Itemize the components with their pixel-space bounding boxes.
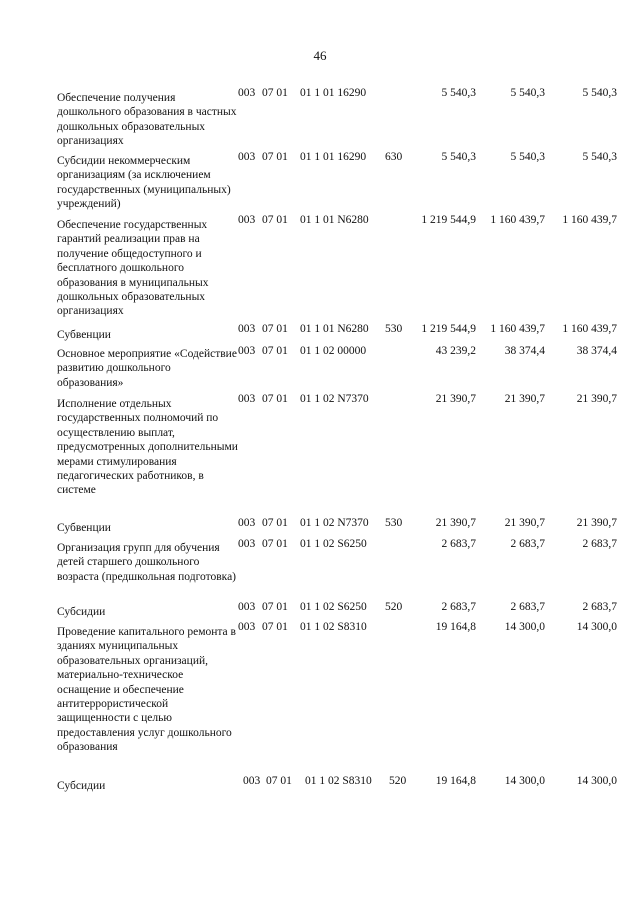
row-section-code: 07 01 (262, 323, 288, 335)
row-name: Субсидии некоммерческим организациям (за исключением государственных (муниципальных) учреждений) (57, 155, 231, 211)
row-target-code: 01 1 02 S8310 (300, 621, 367, 633)
row-section-code: 07 01 (266, 775, 292, 787)
row-sum-year-3: 5 540,3 (582, 151, 617, 163)
row-sum-year-1: 19 164,8 (435, 775, 476, 787)
row-sum-year-2: 1 160 439,7 (490, 323, 545, 335)
row-sum-year-2: 2 683,7 (510, 538, 545, 550)
row-gr-code: 003 (238, 151, 256, 163)
row-expense-type: 520 (389, 775, 407, 787)
row-target-code: 01 1 02 N7370 (300, 393, 369, 405)
row-sum-year-3: 38 374,4 (576, 345, 617, 357)
row-section-code: 07 01 (262, 214, 288, 226)
page-number: 46 (313, 48, 327, 63)
row-target-code: 01 1 02 N7370 (300, 517, 369, 529)
row-name: Обеспечение получения дошкольного образования в частных дошкольных образовательных организациях (57, 92, 237, 148)
row-sum-year-1: 1 219 544,9 (421, 323, 476, 335)
row-name: Организация групп для обучения детей старшего дошкольного возраста (предшкольная подготовка) (57, 542, 237, 583)
row-section-code: 07 01 (262, 87, 288, 99)
row-name: Исполнение отдельных государственных полномочий по осуществлению выплат, предусмотренных дополнительными мерами стимулирования педагогических работников, в системе (57, 398, 238, 497)
row-sum-year-3: 21 390,7 (576, 393, 617, 405)
row-name: Основное мероприятие «Содействие развитию дошкольного образования» (57, 348, 237, 389)
row-sum-year-3: 1 160 439,7 (562, 323, 617, 335)
row-gr-code: 003 (238, 87, 256, 99)
row-expense-type: 520 (385, 601, 403, 613)
row-sum-year-3: 14 300,0 (576, 775, 617, 787)
row-sum-year-2: 21 390,7 (504, 517, 545, 529)
row-sum-year-3: 2 683,7 (582, 601, 617, 613)
row-sum-year-2: 21 390,7 (504, 393, 545, 405)
row-name: Субсидии (57, 606, 106, 618)
row-sum-year-2: 38 374,4 (504, 345, 545, 357)
row-gr-code: 003 (238, 345, 256, 357)
row-target-code: 01 1 01 N6280 (300, 323, 369, 335)
row-section-code: 07 01 (262, 151, 288, 163)
row-expense-type: 530 (385, 323, 403, 335)
row-gr-code: 003 (238, 214, 256, 226)
row-section-code: 07 01 (262, 345, 288, 357)
row-name: Проведение капитального ремонта в зданиях муниципальных образовательных организаций, материально-техническое оснащение и обеспечение антитеррористической защищенности с целью предоставления услуг дошкольного образования (57, 626, 236, 754)
row-section-code: 07 01 (262, 517, 288, 529)
row-expense-type: 630 (385, 151, 403, 163)
row-target-code: 01 1 01 16290 (300, 87, 367, 99)
row-sum-year-3: 21 390,7 (576, 517, 617, 529)
row-sum-year-1: 1 219 544,9 (421, 214, 476, 226)
row-sum-year-1: 43 239,2 (435, 345, 476, 357)
row-sum-year-2: 5 540,3 (510, 151, 545, 163)
row-sum-year-1: 21 390,7 (435, 393, 476, 405)
row-sum-year-3: 5 540,3 (582, 87, 617, 99)
row-name: Субвенции (57, 329, 111, 341)
row-sum-year-2: 14 300,0 (504, 621, 545, 633)
row-target-code: 01 1 02 S6250 (300, 601, 367, 613)
row-section-code: 07 01 (262, 393, 288, 405)
row-gr-code: 003 (238, 323, 256, 335)
row-sum-year-3: 2 683,7 (582, 538, 617, 550)
row-gr-code: 003 (238, 517, 256, 529)
row-sum-year-2: 5 540,3 (510, 87, 545, 99)
row-sum-year-2: 2 683,7 (510, 601, 545, 613)
row-gr-code: 003 (238, 621, 256, 633)
row-expense-type: 530 (385, 517, 403, 529)
row-gr-code: 003 (238, 538, 256, 550)
row-target-code: 01 1 02 S6250 (300, 538, 367, 550)
row-name: Субсидии (57, 780, 106, 792)
row-name: Субвенции (57, 522, 111, 534)
row-gr-code: 003 (243, 775, 261, 787)
row-gr-code: 003 (238, 601, 256, 613)
row-sum-year-3: 1 160 439,7 (562, 214, 617, 226)
row-section-code: 07 01 (262, 601, 288, 613)
row-sum-year-2: 14 300,0 (504, 775, 545, 787)
row-target-code: 01 1 01 N6280 (300, 214, 369, 226)
row-target-code: 01 1 02 S8310 (305, 775, 372, 787)
row-sum-year-1: 2 683,7 (441, 601, 476, 613)
row-section-code: 07 01 (262, 538, 288, 550)
row-target-code: 01 1 01 16290 (300, 151, 367, 163)
row-sum-year-2: 1 160 439,7 (490, 214, 545, 226)
row-name: Обеспечение государственных гарантий реализации прав на получение общедоступного и бесплатного дошкольного образования в муниципальных дошкольных образовательных организациях (57, 219, 209, 318)
row-sum-year-1: 21 390,7 (435, 517, 476, 529)
row-section-code: 07 01 (262, 621, 288, 633)
row-sum-year-1: 2 683,7 (441, 538, 476, 550)
row-target-code: 01 1 02 00000 (300, 345, 367, 357)
row-gr-code: 003 (238, 393, 256, 405)
row-sum-year-1: 5 540,3 (441, 87, 476, 99)
row-sum-year-1: 19 164,8 (435, 621, 476, 633)
row-sum-year-1: 5 540,3 (441, 151, 476, 163)
row-sum-year-3: 14 300,0 (576, 621, 617, 633)
